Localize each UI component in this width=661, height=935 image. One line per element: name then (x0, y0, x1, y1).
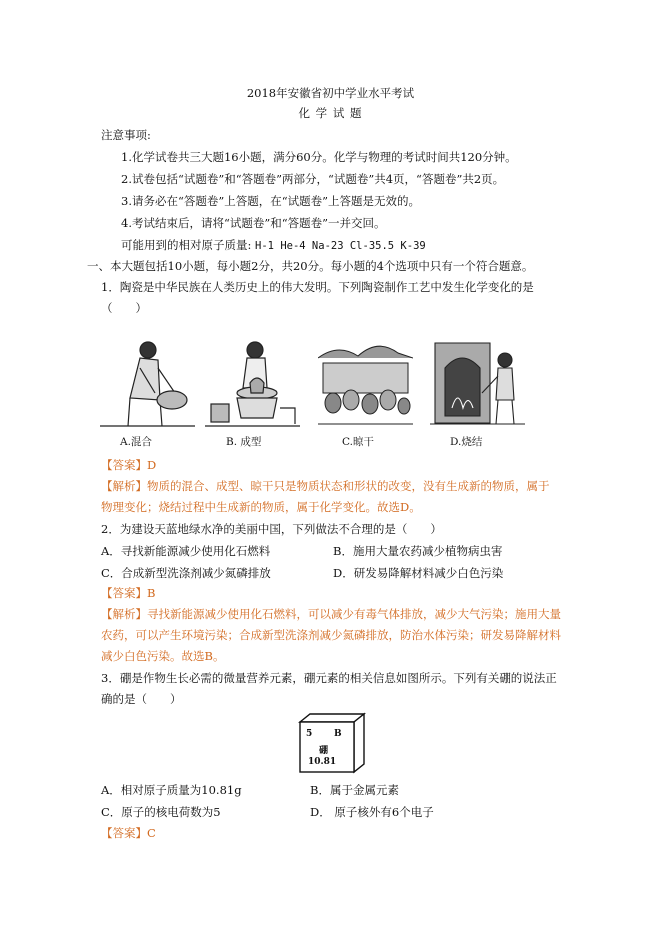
q1-answer-tag: 【答案】 (101, 458, 147, 472)
q3-answer-value: C (147, 826, 156, 840)
q1-caption-c: C.晾干 (342, 436, 374, 448)
q3-option-c: C．原子的核电荷数为5 (101, 805, 221, 819)
atomic-masses-label: 可能用到的相对原子质量: (121, 238, 252, 252)
q1-stem-line1: 1．陶瓷是中华民族在人类历史上的伟大发明。下列陶瓷制作工艺中发生化学变化的是 (101, 280, 534, 294)
section1-intro: 一、本大题包括10小题，每小题2分，共20分。每小题的4个选项中只有一个符合题意。 (87, 259, 534, 273)
q2-option-a: A．寻找新能源减少使用化石燃料 (101, 544, 271, 558)
q2-analysis-line2: 农药，可以产生环境污染；合成新型洗涤剂减少氮磷排放，防治水体污染；研发易降解材料 (101, 628, 561, 642)
q1-caption-d: D.烧结 (450, 436, 483, 448)
atomic-masses-line (121, 238, 426, 254)
q3-option-a: A．相对原子质量为10.81g (101, 783, 242, 797)
q2-answer (101, 586, 155, 601)
q3-stem-line1: 3．硼是作物生长必需的微量营养元素，硼元素的相关信息如图所示。下列有关硼的说法正 (101, 671, 557, 685)
shaping-illustration (205, 338, 300, 428)
notice-item-3: 3.请务必在“答题卷”上答题，在“试题卷”上答题是无效的。 (121, 194, 420, 208)
atomic-masses-values: H-1 He-4 Na-23 Cl-35.5 K-39 (255, 240, 426, 252)
element-number: 5 (306, 729, 313, 739)
q2-analysis-line3: 减少白色污染。故选B。 (101, 649, 225, 663)
q2-option-b: B．施用大量农药减少植物病虫害 (333, 544, 503, 558)
q3-option-b: B．属于金属元素 (310, 783, 399, 797)
q1-analysis-tag: 【解析】 (101, 479, 147, 493)
q2-option-c: C．合成新型洗涤剂减少氮磷排放 (101, 566, 271, 580)
q1-caption-a: A.混合 (120, 436, 152, 448)
q1-caption-b: B. 成型 (226, 436, 262, 448)
q3-answer-tag: 【答案】 (101, 826, 147, 840)
drying-illustration (318, 338, 413, 428)
mixing-illustration (100, 338, 195, 428)
q1-stem-line2: （ ） (101, 301, 147, 315)
element-mass: 10.81 (308, 757, 337, 767)
q1-analysis-line1: 【解析】物质的混合、成型、晾干只是物质状态和形状的改变，没有生成新的物质，属于 (101, 479, 550, 493)
q2-analysis-line1: 【解析】寻找新能源减少使用化石燃料，可以减少有毒气体排放，减少大气污染；施用大量 (101, 607, 561, 621)
firing-illustration (430, 338, 525, 428)
element-name: 硼 (319, 746, 329, 756)
element-box (298, 712, 366, 774)
q3-answer (101, 826, 156, 841)
page-subtitle: 化 学 试 题 (298, 106, 363, 120)
q3-option-d: D． 原子核外有6个电子 (310, 805, 434, 819)
q1-analysis-line2: 物理变化；烧结过程中生成新的物质，属于化学变化。故选D。 (101, 500, 421, 514)
page-title: 2018年安徽省初中学业水平考试 (246, 86, 415, 100)
q2-answer-tag: 【答案】 (101, 586, 147, 600)
q2-analysis-tag: 【解析】 (101, 607, 147, 621)
notice-heading: 注意事项: (101, 128, 151, 142)
q1-answer (101, 458, 156, 473)
notice-item-2: 2.试卷包括“试题卷”和“答题卷”两部分，“试题卷”共4页，“答题卷”共2页。 (121, 172, 505, 186)
q1-answer-value: D (147, 458, 157, 472)
q2-stem: 2．为建设天蓝地绿水净的美丽中国，下列做法不合理的是（ ） (101, 522, 442, 536)
q2-answer-value: B (147, 586, 156, 600)
q3-stem-line2: 确的是（ ） (101, 692, 182, 706)
q2-option-d: D．研发易降解材料减少白色污染 (333, 566, 504, 580)
element-symbol: B (334, 729, 342, 739)
notice-item-1: 1.化学试卷共三大题16小题，满分60分。化学与物理的考试时间共120分钟。 (121, 150, 517, 164)
notice-item-4: 4.考试结束后，请将“试题卷”和“答题卷”一并交回。 (121, 216, 386, 230)
